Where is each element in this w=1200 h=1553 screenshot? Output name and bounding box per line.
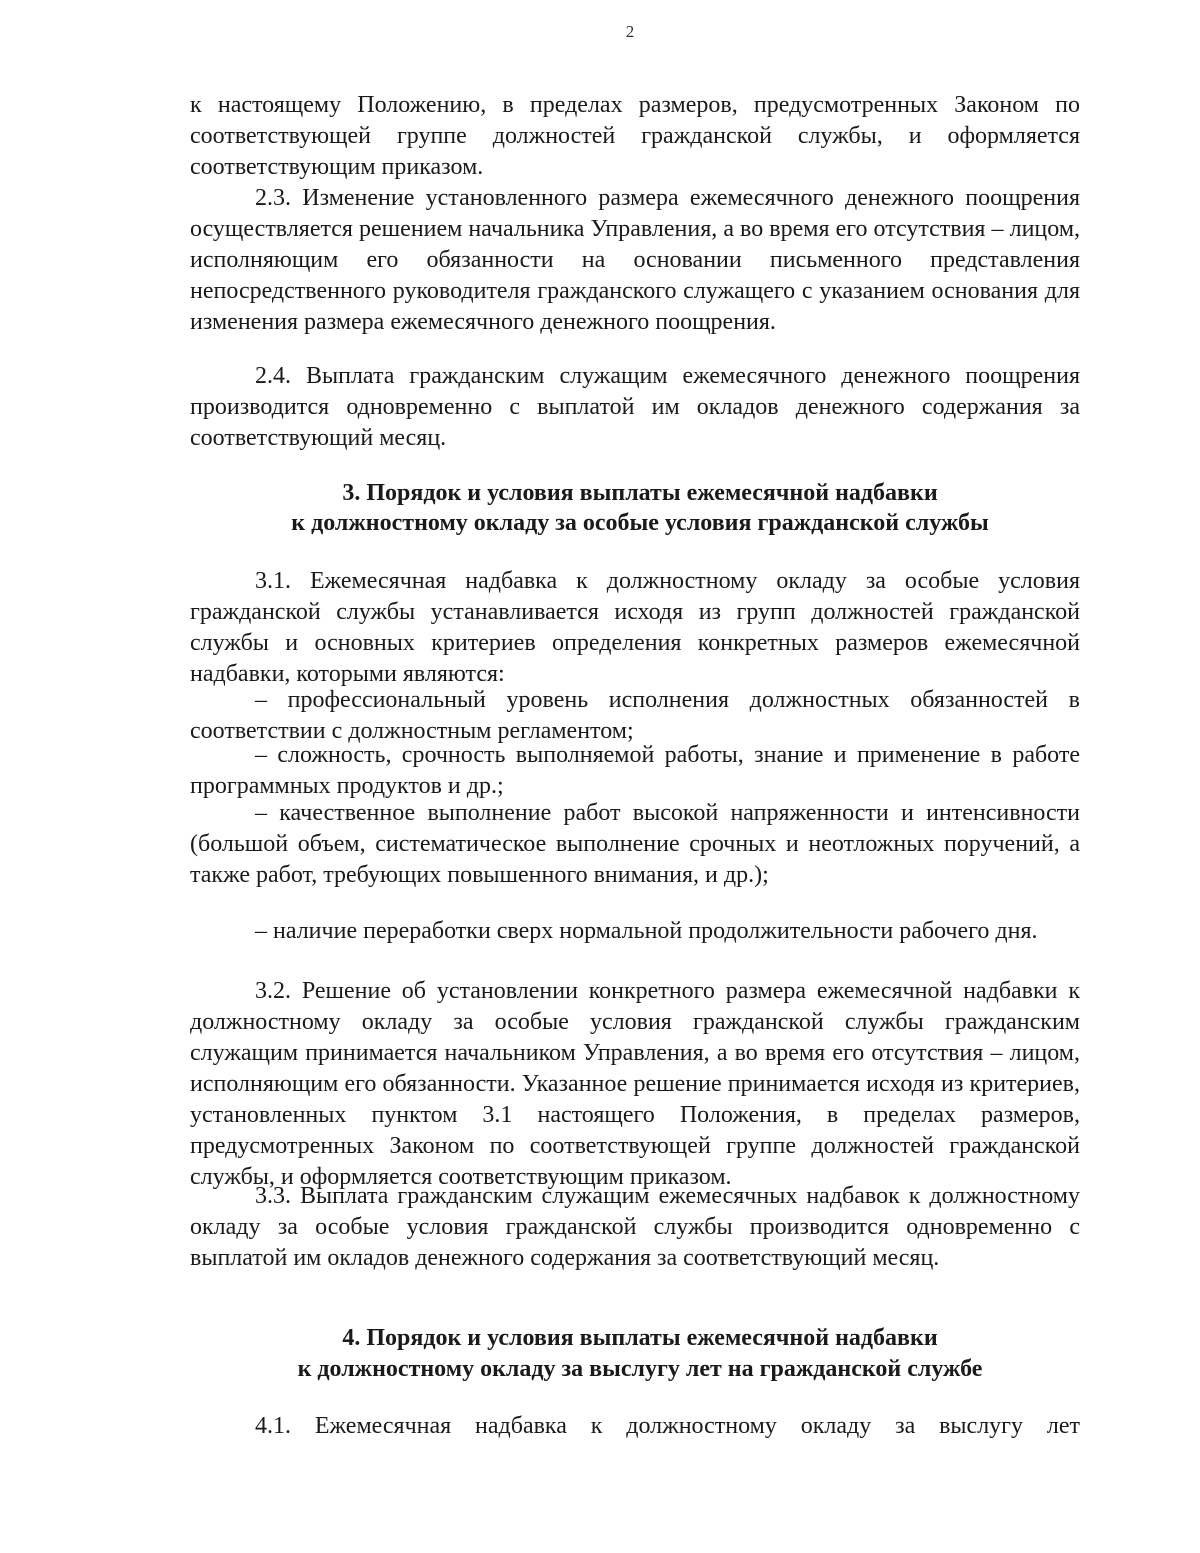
paragraph-continuation: к настоящему Положению, в пределах размеров, предусмотренных Законом по соответствующей группе должностей гражданской службы, и оформляется соответствующим приказом. <box>190 92 1080 180</box>
section-3-heading-line-1: 3. Порядок и условия выплаты ежемесячной надбавки <box>342 480 938 506</box>
paragraph-2-3: 2.3. Изменение установленного размера ежемесячного денежного поощрения осуществляется решением начальника Управления, а во время его отсутствия – лицом, исполняющим его обязанности на основании письменного представления непосредственного руководителя гражданского служащего с указанием основания для изменения размера ежемесячного денежного поощрения. <box>190 185 1080 335</box>
paragraph-3-3: 3.3. Выплата гражданским служащим ежемесячных надбавок к должностному окладу за особые условия гражданской службы производится одновременно с выплатой им окладов денежного содержания за соответствующий месяц. <box>190 1183 1080 1271</box>
criterion-item-3: – качественное выполнение работ высокой напряженности и интенсивности (большой объем, систематическое выполнение срочных и неотложных поручений, а также работ, требующих повышенного внимания, и др.); <box>190 800 1080 888</box>
paragraph-3-2: 3.2. Решение об установлении конкретного размера ежемесячной надбавки к должностному окладу за особые условия гражданской службы гражданским служащим принимается начальником Управления, а во время его отсутствия – лицом, исполняющим его обязанности. Указанное решение принимается исходя из критериев, установленных пунктом 3.1 настоящего Положения, в пределах размеров, предусмотренных Законом по соответствующей группе должностей гражданской службы, и оформляется соответствующим приказом. <box>190 978 1080 1190</box>
paragraph-2-4: 2.4. Выплата гражданским служащим ежемесячного денежного поощрения производится одновременно с выплатой им окладов денежного содержания за соответствующий месяц. <box>190 363 1080 451</box>
criterion-item-4: – наличие переработки сверх нормальной продолжительности рабочего дня. <box>255 918 1038 944</box>
paragraph-4-1: 4.1. Ежемесячная надбавка к должностному окладу за выслугу лет <box>255 1413 1080 1439</box>
criterion-item-2: – сложность, срочность выполняемой работы, знание и применение в работе программных продуктов и др.; <box>190 742 1080 799</box>
criterion-item-1: – профессиональный уровень исполнения должностных обязанностей в соответствии с должностным регламентом; <box>190 687 1080 744</box>
section-4-heading-line-1: 4. Порядок и условия выплаты ежемесячной надбавки <box>342 1325 938 1351</box>
section-4-heading-line-2: к должностному окладу за выслугу лет на гражданской службе <box>297 1356 983 1382</box>
paragraph-3-1: 3.1. Ежемесячная надбавка к должностному окладу за особые условия гражданской службы устанавливается исходя из групп должностей гражданской службы и основных критериев определения конкретных размеров ежемесячной надбавки, которыми являются: <box>190 568 1080 687</box>
section-3-heading-line-2: к должностному окладу за особые условия гражданской службы <box>291 510 989 536</box>
page-number: 2 <box>625 22 635 41</box>
